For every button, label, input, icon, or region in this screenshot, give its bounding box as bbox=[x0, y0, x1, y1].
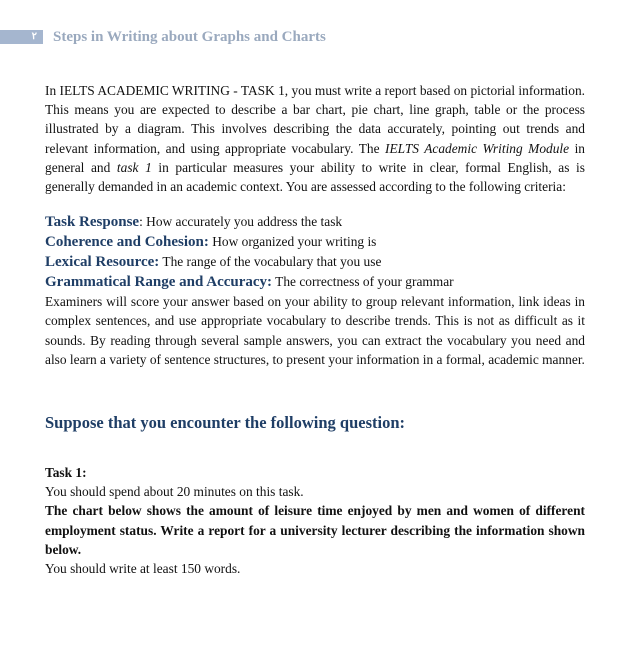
criterion-coherence bbox=[45, 232, 585, 252]
intro-italic-task: task 1 bbox=[116, 159, 152, 175]
criterion-task-response bbox=[45, 212, 585, 232]
question-heading: Suppose that you encounter the following question: bbox=[45, 413, 405, 433]
task-prompt: The chart below shows the amount of leisure time enjoyed by men and women of different employment status. Write a report for a university lecturer describing the information shown below. bbox=[45, 503, 585, 557]
intro-text-1: In IELTS ACADEMIC WRITING - TASK 1, you must write a report based on pictorial information. This means you are expected to describe a bar chart, pie chart, line graph, table or the process illustrated by a diagram. This involves describing the data accurately, pointing out trends and relevant information, and using appropriate vocabulary. The bbox=[45, 83, 585, 156]
intro-paragraph bbox=[45, 81, 585, 196]
task-time: You should spend about 20 minutes on this task. bbox=[45, 484, 304, 500]
intro-italic-module: IELTS Academic Writing Module bbox=[385, 140, 570, 156]
criterion-desc: How organized your writing is bbox=[208, 234, 377, 250]
intro-text-3: in particular measures your ability to write in clear, formal English, as is generally demanded in an academic context. You are assessed according to the following criteria: bbox=[45, 159, 585, 195]
page-number-badge: ٢ bbox=[0, 30, 43, 44]
criterion-desc: : How accurately you address the task bbox=[139, 214, 343, 230]
criterion-term: Task Response bbox=[45, 214, 140, 231]
criterion-lexical bbox=[45, 252, 585, 272]
task-words: You should write at least 150 words. bbox=[45, 561, 241, 577]
criterion-term: Coherence and Cohesion: bbox=[45, 234, 209, 251]
criteria-list bbox=[45, 212, 585, 292]
task-block bbox=[45, 463, 585, 578]
header-title: Steps in Writing about Graphs and Charts bbox=[53, 29, 326, 45]
page-header bbox=[0, 26, 623, 48]
document-body bbox=[45, 81, 585, 578]
criterion-term: Lexical Resource: bbox=[45, 254, 160, 271]
intro-text-2: in general and bbox=[45, 140, 586, 175]
criterion-term: Grammatical Range and Accuracy: bbox=[45, 274, 273, 291]
criterion-desc: The correctness of your grammar bbox=[272, 274, 454, 290]
examiners-paragraph: Examiners will score your answer based on your ability to group relevant information, link ideas in complex sentences, and use appropriate vocabulary to describe trends. This is not as difficult as it sounds. By reading through several sample answers, you can extract the vocabulary you need and also learn a variety of sentence structures, to present your information in a formal, academic manner. bbox=[45, 294, 585, 367]
criterion-grammar bbox=[45, 272, 585, 292]
task-label: Task 1: bbox=[45, 465, 87, 481]
criterion-desc: The range of the vocabulary that you use bbox=[159, 254, 382, 270]
